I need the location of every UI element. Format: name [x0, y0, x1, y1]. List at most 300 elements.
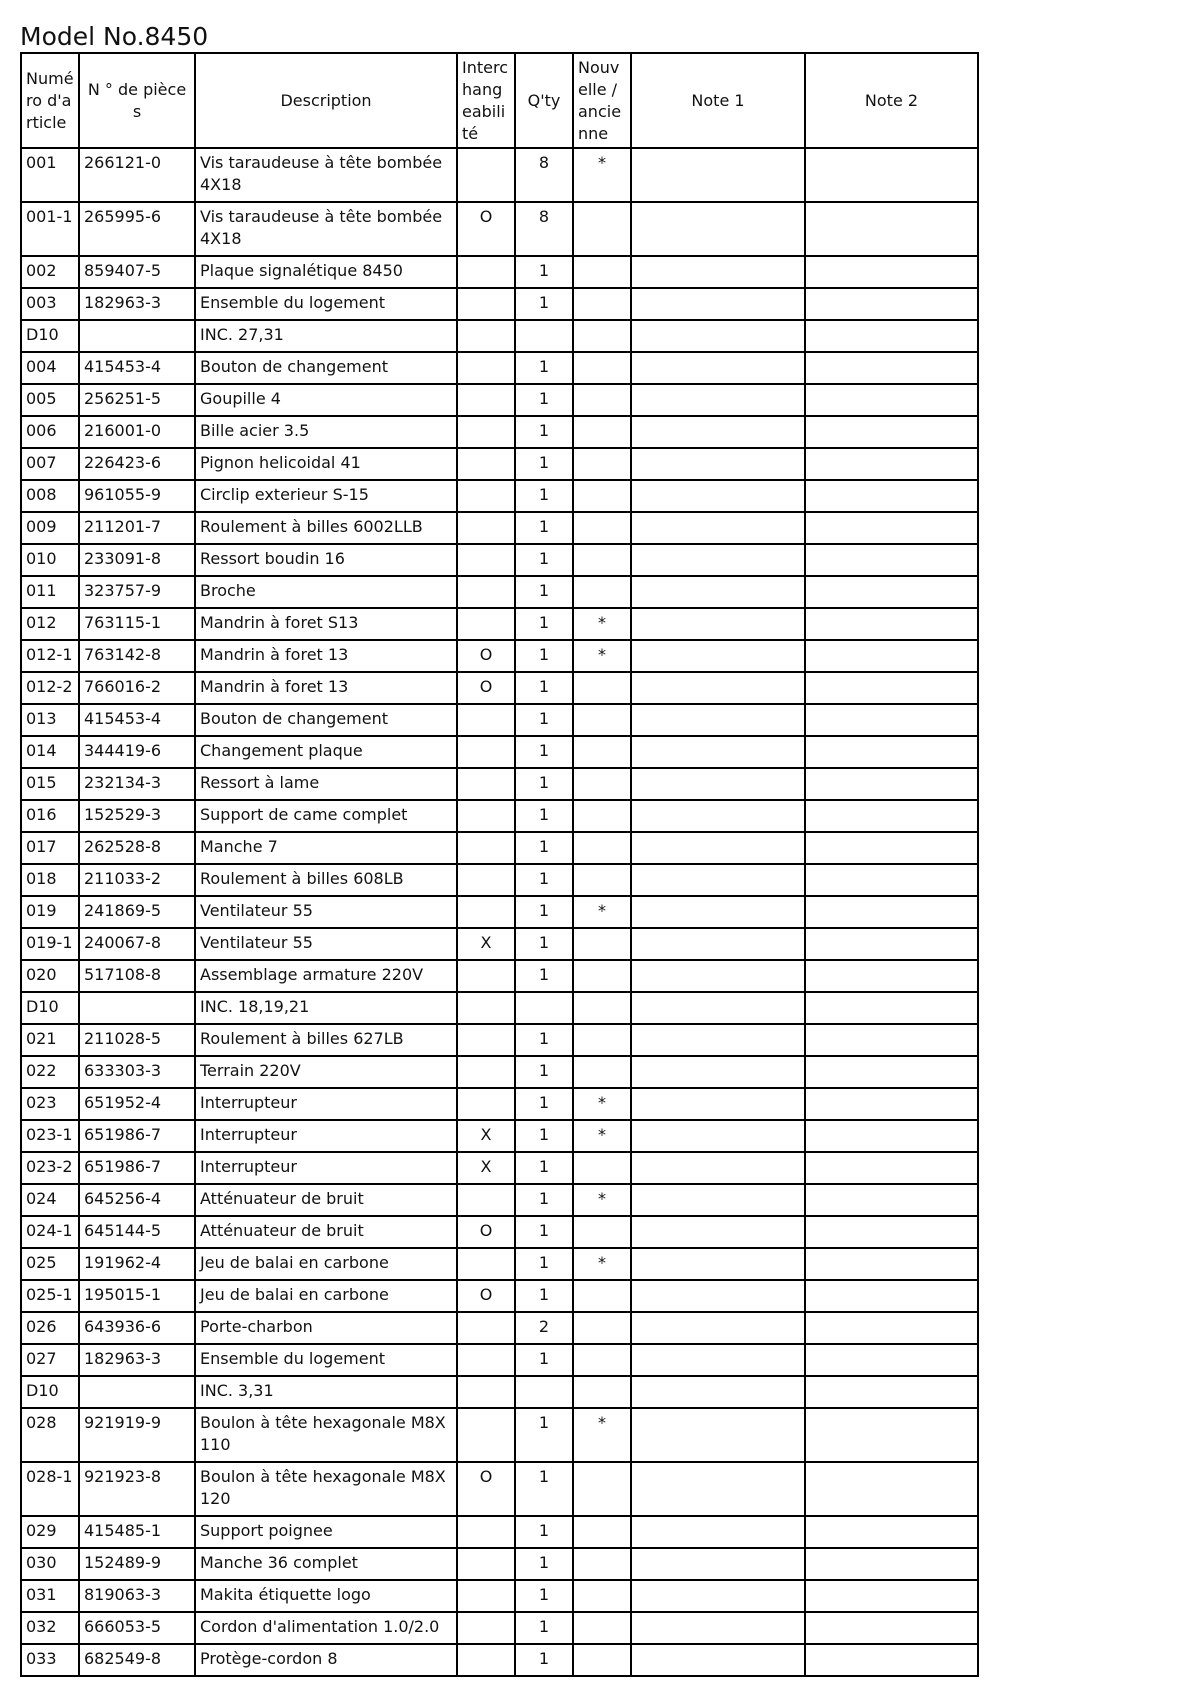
cell-note-2 [805, 672, 978, 704]
cell-interchangeability [457, 768, 515, 800]
cell-new-old: * [573, 896, 631, 928]
cell-description: Manche 7 [195, 832, 457, 864]
cell-part-number [79, 1376, 195, 1408]
cell-quantity: 1 [515, 1580, 573, 1612]
cell-item-number: 029 [21, 1516, 79, 1548]
cell-interchangeability [457, 352, 515, 384]
cell-item-number: D10 [21, 320, 79, 352]
cell-note-1 [631, 1408, 805, 1462]
cell-interchangeability [457, 288, 515, 320]
cell-description: Cordon d'alimentation 1.0/2.0 [195, 1612, 457, 1644]
cell-note-1 [631, 672, 805, 704]
cell-quantity: 1 [515, 1516, 573, 1548]
cell-note-2 [805, 768, 978, 800]
cell-quantity: 1 [515, 1120, 573, 1152]
cell-description: Atténuateur de bruit [195, 1184, 457, 1216]
cell-note-1 [631, 1644, 805, 1676]
cell-new-old [573, 320, 631, 352]
cell-description: Mandrin à foret 13 [195, 640, 457, 672]
cell-part-number: 240067-8 [79, 928, 195, 960]
cell-note-2 [805, 736, 978, 768]
cell-new-old [573, 1056, 631, 1088]
cell-quantity: 1 [515, 864, 573, 896]
cell-description: Porte-charbon [195, 1312, 457, 1344]
cell-part-number: 517108-8 [79, 960, 195, 992]
cell-new-old [573, 1216, 631, 1248]
cell-note-2 [805, 202, 978, 256]
cell-note-1 [631, 736, 805, 768]
cell-description: Bille acier 3.5 [195, 416, 457, 448]
cell-description: Bouton de changement [195, 704, 457, 736]
cell-note-2 [805, 1152, 978, 1184]
cell-quantity: 1 [515, 1152, 573, 1184]
table-row [21, 1088, 978, 1120]
cell-new-old [573, 672, 631, 704]
cell-item-number: 020 [21, 960, 79, 992]
cell-part-number: 266121-0 [79, 148, 195, 202]
cell-interchangeability [457, 864, 515, 896]
cell-part-number: 195015-1 [79, 1280, 195, 1312]
cell-note-1 [631, 202, 805, 256]
cell-note-1 [631, 1376, 805, 1408]
cell-description: Vis taraudeuse à tête bombée 4X18 [195, 202, 457, 256]
cell-description: Ventilateur 55 [195, 928, 457, 960]
table-row [21, 1056, 978, 1088]
cell-description: INC. 27,31 [195, 320, 457, 352]
cell-description: Broche [195, 576, 457, 608]
cell-item-number: 012-1 [21, 640, 79, 672]
cell-quantity: 1 [515, 672, 573, 704]
cell-part-number: 651986-7 [79, 1152, 195, 1184]
cell-item-number: 030 [21, 1548, 79, 1580]
cell-description: Ensemble du logement [195, 1344, 457, 1376]
cell-quantity [515, 1376, 573, 1408]
cell-quantity: 1 [515, 1280, 573, 1312]
cell-description: Boulon à tête hexagonale M8X120 [195, 1462, 457, 1516]
cell-item-number: 022 [21, 1056, 79, 1088]
cell-new-old: * [573, 640, 631, 672]
cell-note-2 [805, 608, 978, 640]
cell-description: Mandrin à foret 13 [195, 672, 457, 704]
cell-note-1 [631, 148, 805, 202]
cell-new-old [573, 1644, 631, 1676]
cell-note-2 [805, 1462, 978, 1516]
header-note-2: Note 2 [805, 53, 978, 148]
cell-note-2 [805, 320, 978, 352]
cell-part-number: 211028-5 [79, 1024, 195, 1056]
cell-part-number: 415485-1 [79, 1516, 195, 1548]
cell-part-number: 415453-4 [79, 704, 195, 736]
cell-part-number: 682549-8 [79, 1644, 195, 1676]
table-row [21, 608, 978, 640]
table-row [21, 640, 978, 672]
cell-item-number: 024-1 [21, 1216, 79, 1248]
cell-description: Atténuateur de bruit [195, 1216, 457, 1248]
cell-item-number: 025 [21, 1248, 79, 1280]
cell-interchangeability [457, 1516, 515, 1548]
cell-note-2 [805, 1184, 978, 1216]
cell-note-1 [631, 1548, 805, 1580]
cell-description: Changement plaque [195, 736, 457, 768]
cell-part-number [79, 992, 195, 1024]
cell-note-2 [805, 1344, 978, 1376]
cell-note-1 [631, 1152, 805, 1184]
table-row [21, 256, 978, 288]
cell-new-old [573, 1580, 631, 1612]
cell-quantity: 1 [515, 832, 573, 864]
header-note-1: Note 1 [631, 53, 805, 148]
cell-note-2 [805, 1408, 978, 1462]
cell-quantity: 1 [515, 1344, 573, 1376]
cell-interchangeability [457, 1344, 515, 1376]
header-new-old: Nouvelle / ancienne [573, 53, 631, 148]
cell-new-old [573, 832, 631, 864]
cell-item-number: D10 [21, 1376, 79, 1408]
cell-note-1 [631, 1056, 805, 1088]
header-description: Description [195, 53, 457, 148]
cell-item-number: 019 [21, 896, 79, 928]
cell-description: Manche 36 complet [195, 1548, 457, 1580]
cell-part-number: 643936-6 [79, 1312, 195, 1344]
cell-description: Protège-cordon 8 [195, 1644, 457, 1676]
cell-interchangeability [457, 448, 515, 480]
cell-note-1 [631, 544, 805, 576]
cell-note-1 [631, 800, 805, 832]
cell-quantity: 1 [515, 608, 573, 640]
cell-description: Boulon à tête hexagonale M8X110 [195, 1408, 457, 1462]
cell-new-old: * [573, 608, 631, 640]
cell-note-2 [805, 704, 978, 736]
cell-part-number: 766016-2 [79, 672, 195, 704]
cell-note-1 [631, 320, 805, 352]
table-row [21, 1344, 978, 1376]
cell-interchangeability [457, 1024, 515, 1056]
table-row [21, 576, 978, 608]
cell-note-1 [631, 864, 805, 896]
cell-interchangeability: O [457, 1462, 515, 1516]
cell-quantity: 1 [515, 704, 573, 736]
table-row [21, 1462, 978, 1516]
cell-note-1 [631, 960, 805, 992]
cell-interchangeability [457, 1580, 515, 1612]
cell-description: Support poignee [195, 1516, 457, 1548]
cell-description: Roulement à billes 627LB [195, 1024, 457, 1056]
cell-quantity: 1 [515, 736, 573, 768]
cell-item-number: 028 [21, 1408, 79, 1462]
cell-new-old: * [573, 1408, 631, 1462]
table-row [21, 768, 978, 800]
cell-note-2 [805, 1580, 978, 1612]
cell-quantity: 1 [515, 576, 573, 608]
cell-quantity: 2 [515, 1312, 573, 1344]
cell-part-number: 666053-5 [79, 1612, 195, 1644]
cell-part-number: 256251-5 [79, 384, 195, 416]
cell-part-number: 344419-6 [79, 736, 195, 768]
cell-description: Jeu de balai en carbone [195, 1248, 457, 1280]
cell-item-number: 033 [21, 1644, 79, 1676]
cell-part-number [79, 320, 195, 352]
cell-description: Assemblage armature 220V [195, 960, 457, 992]
cell-note-1 [631, 352, 805, 384]
cell-part-number: 152489-9 [79, 1548, 195, 1580]
table-row [21, 512, 978, 544]
cell-note-1 [631, 928, 805, 960]
cell-description: Terrain 220V [195, 1056, 457, 1088]
cell-note-1 [631, 1312, 805, 1344]
cell-interchangeability: X [457, 1152, 515, 1184]
cell-item-number: 027 [21, 1344, 79, 1376]
cell-interchangeability [457, 416, 515, 448]
cell-note-2 [805, 1056, 978, 1088]
cell-note-2 [805, 1548, 978, 1580]
cell-item-number: 031 [21, 1580, 79, 1612]
cell-part-number: 415453-4 [79, 352, 195, 384]
cell-new-old [573, 768, 631, 800]
cell-quantity: 1 [515, 1216, 573, 1248]
cell-quantity: 1 [515, 1088, 573, 1120]
cell-note-2 [805, 1612, 978, 1644]
cell-quantity: 1 [515, 1462, 573, 1516]
cell-description: Vis taraudeuse à tête bombée 4X18 [195, 148, 457, 202]
cell-note-2 [805, 148, 978, 202]
cell-new-old [573, 544, 631, 576]
cell-quantity: 1 [515, 544, 573, 576]
cell-note-1 [631, 480, 805, 512]
cell-new-old [573, 736, 631, 768]
cell-interchangeability [457, 896, 515, 928]
cell-quantity: 1 [515, 1408, 573, 1462]
cell-item-number: 001 [21, 148, 79, 202]
cell-part-number: 961055-9 [79, 480, 195, 512]
cell-new-old: * [573, 1088, 631, 1120]
table-row [21, 960, 978, 992]
cell-item-number: 028-1 [21, 1462, 79, 1516]
cell-new-old [573, 1462, 631, 1516]
cell-note-2 [805, 384, 978, 416]
cell-note-2 [805, 256, 978, 288]
cell-description: Circlip exterieur S-15 [195, 480, 457, 512]
cell-part-number: 859407-5 [79, 256, 195, 288]
page-title: Model No.8450 [20, 22, 209, 51]
table-row [21, 800, 978, 832]
cell-note-2 [805, 992, 978, 1024]
cell-new-old [573, 1516, 631, 1548]
cell-note-1 [631, 288, 805, 320]
cell-interchangeability [457, 480, 515, 512]
cell-note-1 [631, 384, 805, 416]
cell-interchangeability [457, 320, 515, 352]
table-row [21, 1548, 978, 1580]
cell-description: Goupille 4 [195, 384, 457, 416]
cell-new-old [573, 352, 631, 384]
cell-note-2 [805, 1088, 978, 1120]
cell-description: Ressort boudin 16 [195, 544, 457, 576]
cell-part-number: 645256-4 [79, 1184, 195, 1216]
cell-item-number: 016 [21, 800, 79, 832]
cell-quantity [515, 992, 573, 1024]
cell-new-old [573, 256, 631, 288]
cell-note-1 [631, 576, 805, 608]
cell-item-number: 019-1 [21, 928, 79, 960]
cell-note-2 [805, 544, 978, 576]
cell-item-number: D10 [21, 992, 79, 1024]
cell-description: Ensemble du logement [195, 288, 457, 320]
cell-new-old [573, 960, 631, 992]
cell-description: Bouton de changement [195, 352, 457, 384]
cell-item-number: 001-1 [21, 202, 79, 256]
cell-note-2 [805, 448, 978, 480]
cell-part-number: 645144-5 [79, 1216, 195, 1248]
cell-note-2 [805, 800, 978, 832]
cell-quantity: 1 [515, 928, 573, 960]
cell-note-1 [631, 768, 805, 800]
cell-quantity: 1 [515, 384, 573, 416]
cell-description: Jeu de balai en carbone [195, 1280, 457, 1312]
cell-note-2 [805, 1644, 978, 1676]
cell-interchangeability: O [457, 1280, 515, 1312]
cell-new-old [573, 576, 631, 608]
cell-quantity: 1 [515, 640, 573, 672]
cell-note-2 [805, 864, 978, 896]
table-row [21, 1184, 978, 1216]
cell-new-old [573, 288, 631, 320]
cell-new-old [573, 384, 631, 416]
cell-item-number: 009 [21, 512, 79, 544]
cell-part-number: 921919-9 [79, 1408, 195, 1462]
cell-quantity: 1 [515, 416, 573, 448]
cell-interchangeability [457, 960, 515, 992]
cell-note-1 [631, 1462, 805, 1516]
cell-note-1 [631, 1344, 805, 1376]
table-row [21, 896, 978, 928]
table-row [21, 1580, 978, 1612]
cell-description: Ventilateur 55 [195, 896, 457, 928]
table-row [21, 832, 978, 864]
table-row [21, 1644, 978, 1676]
cell-part-number: 323757-9 [79, 576, 195, 608]
cell-description: INC. 18,19,21 [195, 992, 457, 1024]
cell-interchangeability [457, 992, 515, 1024]
cell-item-number: 002 [21, 256, 79, 288]
cell-interchangeability [457, 1184, 515, 1216]
header-part-number: N ° de pièces [79, 53, 195, 148]
cell-note-1 [631, 1088, 805, 1120]
cell-new-old [573, 864, 631, 896]
cell-interchangeability [457, 576, 515, 608]
cell-interchangeability [457, 1408, 515, 1462]
cell-interchangeability [457, 544, 515, 576]
cell-new-old [573, 416, 631, 448]
cell-item-number: 021 [21, 1024, 79, 1056]
table-row [21, 288, 978, 320]
cell-item-number: 004 [21, 352, 79, 384]
cell-item-number: 005 [21, 384, 79, 416]
cell-item-number: 026 [21, 1312, 79, 1344]
table-row [21, 448, 978, 480]
cell-new-old [573, 1344, 631, 1376]
table-row [21, 1612, 978, 1644]
cell-description: Plaque signalétique 8450 [195, 256, 457, 288]
table-row [21, 1120, 978, 1152]
table-row [21, 202, 978, 256]
cell-quantity: 1 [515, 288, 573, 320]
cell-note-1 [631, 1184, 805, 1216]
table-row [21, 384, 978, 416]
cell-item-number: 017 [21, 832, 79, 864]
cell-part-number: 633303-3 [79, 1056, 195, 1088]
cell-quantity: 1 [515, 448, 573, 480]
cell-quantity: 1 [515, 256, 573, 288]
cell-note-2 [805, 576, 978, 608]
cell-new-old [573, 480, 631, 512]
cell-note-1 [631, 1024, 805, 1056]
cell-quantity: 1 [515, 1548, 573, 1580]
cell-quantity: 1 [515, 1056, 573, 1088]
cell-new-old: * [573, 1184, 631, 1216]
cell-quantity: 1 [515, 512, 573, 544]
cell-quantity: 8 [515, 202, 573, 256]
table-row [21, 1024, 978, 1056]
cell-note-2 [805, 352, 978, 384]
cell-note-1 [631, 704, 805, 736]
cell-note-2 [805, 1248, 978, 1280]
cell-description: Interrupteur [195, 1120, 457, 1152]
table-row [21, 352, 978, 384]
table-header-row [21, 53, 978, 148]
cell-description: Pignon helicoidal 41 [195, 448, 457, 480]
cell-quantity: 1 [515, 1248, 573, 1280]
cell-part-number: 232134-3 [79, 768, 195, 800]
cell-description: Roulement à billes 608LB [195, 864, 457, 896]
cell-note-1 [631, 640, 805, 672]
cell-interchangeability [457, 256, 515, 288]
table-row [21, 1216, 978, 1248]
cell-interchangeability: X [457, 928, 515, 960]
cell-item-number: 023-1 [21, 1120, 79, 1152]
cell-part-number: 226423-6 [79, 448, 195, 480]
cell-description: Interrupteur [195, 1152, 457, 1184]
cell-item-number: 018 [21, 864, 79, 896]
cell-note-1 [631, 608, 805, 640]
cell-note-2 [805, 960, 978, 992]
cell-interchangeability [457, 148, 515, 202]
cell-interchangeability: O [457, 202, 515, 256]
table-row [21, 1280, 978, 1312]
cell-interchangeability [457, 1312, 515, 1344]
cell-part-number: 233091-8 [79, 544, 195, 576]
cell-quantity: 1 [515, 1612, 573, 1644]
cell-new-old [573, 800, 631, 832]
table-row [21, 928, 978, 960]
cell-item-number: 012-2 [21, 672, 79, 704]
cell-new-old [573, 448, 631, 480]
cell-new-old [573, 1280, 631, 1312]
table-row [21, 1312, 978, 1344]
table-row [21, 1408, 978, 1462]
cell-note-1 [631, 1280, 805, 1312]
table-row [21, 320, 978, 352]
cell-note-2 [805, 288, 978, 320]
cell-part-number: 211201-7 [79, 512, 195, 544]
table-row [21, 736, 978, 768]
cell-part-number: 651952-4 [79, 1088, 195, 1120]
cell-note-1 [631, 448, 805, 480]
cell-interchangeability [457, 1548, 515, 1580]
cell-note-2 [805, 1120, 978, 1152]
cell-item-number: 010 [21, 544, 79, 576]
cell-interchangeability: O [457, 672, 515, 704]
cell-item-number: 015 [21, 768, 79, 800]
